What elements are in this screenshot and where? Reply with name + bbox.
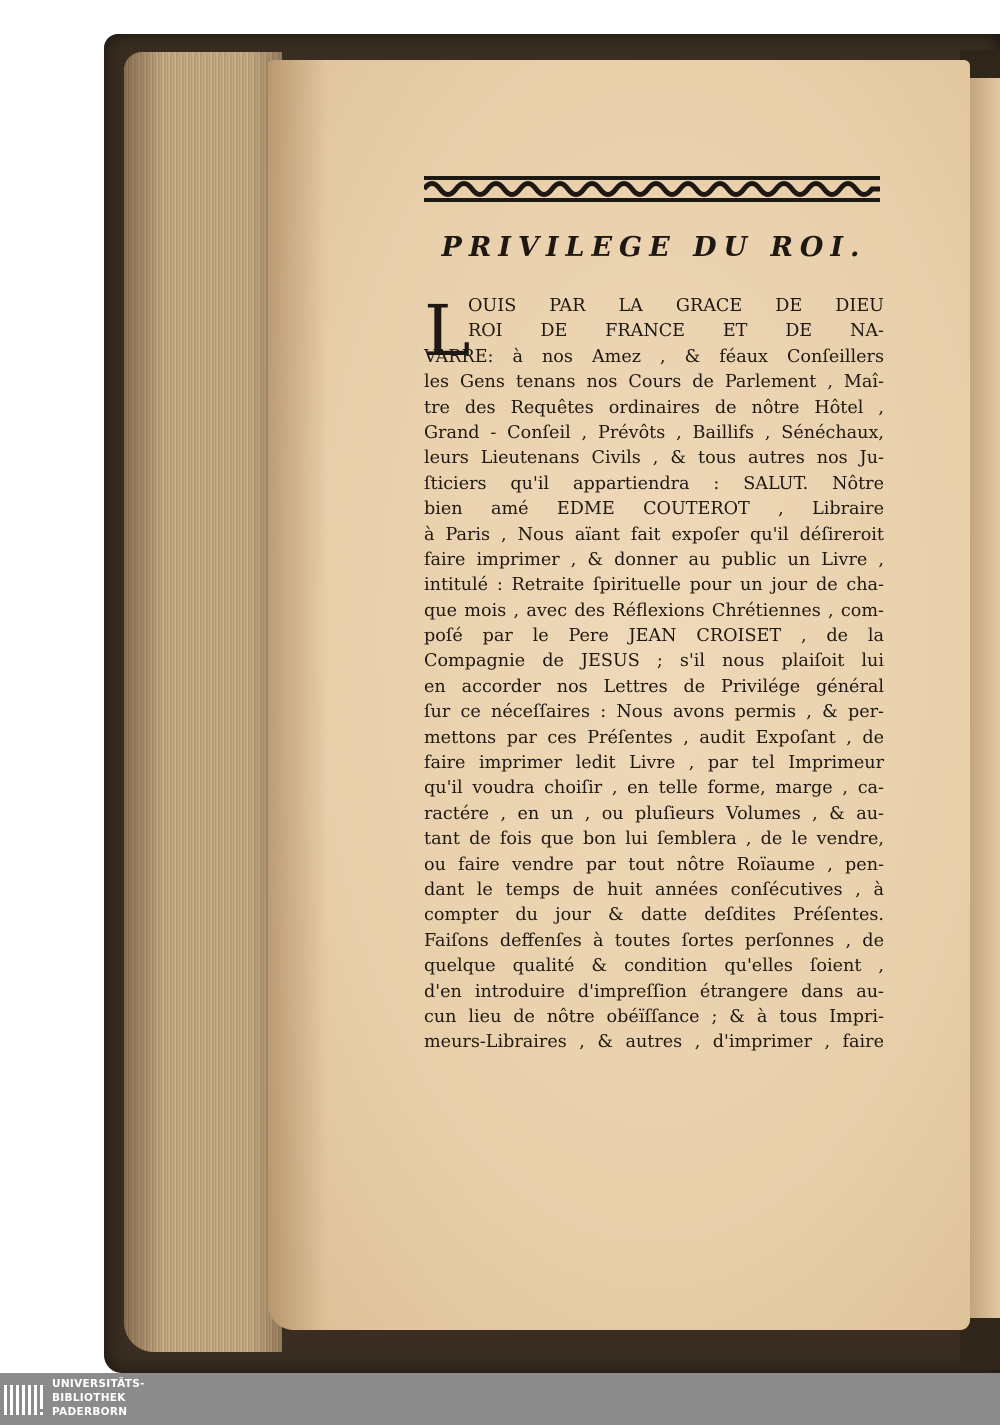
university-library-logo-icon [4,1379,46,1419]
privilege-text [424,290,884,1056]
text-line: meurs-Libraires , & autres , d'imprimer , faire [424,1032,884,1053]
text-line: d'en introduire d'impreſſion étrangere dans au- [424,981,884,1002]
text-line: mettons par ces Préſentes , audit Expoſant , de [424,727,884,748]
text-line: à Paris , Nous aïant fait expoſer qu'il déſireroit [424,524,884,545]
library-name-line-3: PADERBORN [52,1406,128,1418]
page-gutter-shadow [268,60,328,1330]
printers-ornament-icon [424,176,880,202]
text-line: les Gens tenans nos Cours de Parlement , Maî- [424,372,884,393]
text-line: ou faire vendre par tout nôtre Roïaume , pen- [424,854,884,875]
text-line: bien amé EDME COUTEROT , Libraire [424,499,884,520]
text-line: ROI DE FRANCE ET DE NA- [468,321,884,342]
text-line: que mois , avec des Réflexions Chrétiennes , com- [424,600,884,621]
text-line: OUIS PAR LA GRACE DE DIEU [468,296,884,316]
text-line: Faiſons deffenſes à toutes ſortes perſonnes , de [424,930,884,951]
text-line: en accorder nos Lettres de Privilége général [424,676,884,697]
library-name-line-1: UNIVERSITÄTS- [52,1378,145,1390]
text-line: faire imprimer ledit Livre , par tel Imprimeur [424,753,884,774]
library-footer [0,1373,1000,1425]
page-edges-shadow [124,52,282,1352]
text-line: compter du jour & datte deſdites Préſentes. [424,905,884,926]
text-line: ſur ce néceſſaires : Nous avons permis , & per- [424,702,884,723]
text-line: faire imprimer , & donner au public un Livre , [424,549,884,570]
text-line: tant de fois que bon lui ſemblera , de le vendre, [424,829,884,850]
drop-cap: L [424,290,471,372]
text-line: qu'il voudra choiſir , en telle forme, marge , ca- [424,778,884,799]
text-line: cun lieu de nôtre obéïſſance ; & à tous Impri- [424,1006,884,1027]
text-line: poſé par le Pere JEAN CROISET , de la [424,626,884,647]
text-line: tre des Requêtes ordinaires de nôtre Hôtel , [424,397,884,418]
text-line: intitulé : Retraite ſpirituelle pour un jour de cha- [424,575,884,596]
page-title: PRIVILEGE DU ROI. [441,232,867,263]
text-line: dant le temps de huit années conſécutives , à [424,879,884,900]
text-line: VARRE: à nos Amez , & féaux Conſeillers [424,346,884,367]
text-line: quelque qualité & condition qu'elles ſoient , [424,956,884,977]
library-name-line-2: BIBLIOTHEK [52,1392,126,1404]
text-line: ſticiers qu'il appartiendra : SALUT. Nôtre [424,473,884,494]
text-line: ractére , en un , ou pluſieurs Volumes , & au- [424,803,884,824]
text-line: Compagnie de JESUS ; s'il nous plaiſoit lui [424,651,884,672]
text-line: Grand - Conſeil , Prévôts , Baillifs , Sénéchaux, [424,422,884,443]
text-line: leurs Lieutenans Civils , & tous autres nos Ju- [424,448,884,469]
